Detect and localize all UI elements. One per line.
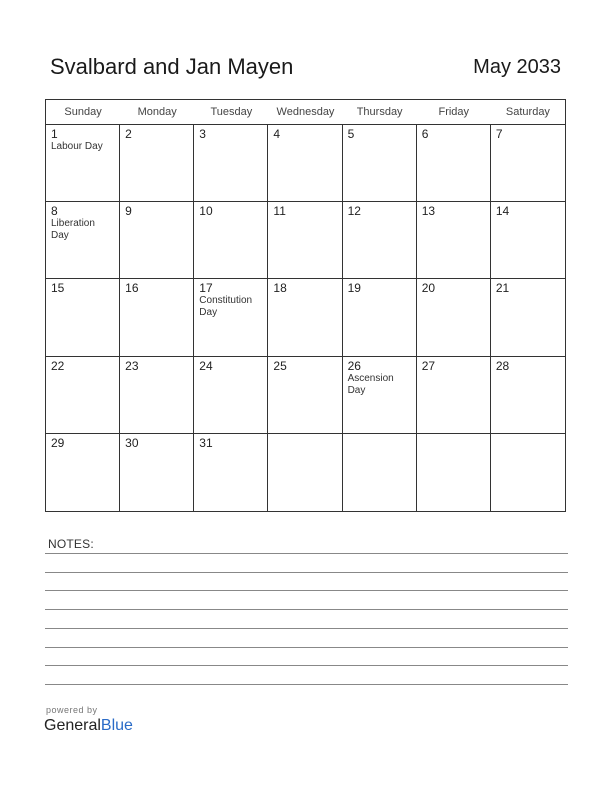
day-number: 15	[51, 281, 65, 296]
powered-by-text: powered by	[46, 705, 98, 715]
day-number: 3	[199, 127, 206, 141]
day-number: 26	[347, 358, 361, 373]
notes-line	[45, 572, 568, 573]
weekday-sunday: Sunday	[64, 106, 102, 118]
brand-general: General	[44, 717, 101, 734]
day-number: 10	[199, 204, 213, 219]
day-number: 12	[347, 204, 361, 219]
day-number: 20	[421, 281, 436, 296]
day-cell	[343, 279, 417, 356]
weekday-tuesday: Tuesday	[210, 106, 253, 118]
day-number: 27	[421, 358, 436, 373]
day-number: 4	[273, 127, 281, 141]
notes-line	[45, 684, 568, 685]
day-number: 17	[199, 281, 213, 296]
calendar-grid	[45, 99, 566, 512]
weekday-monday: Monday	[137, 106, 177, 118]
holiday-label: Ascension Day	[347, 372, 394, 396]
day-number: 19	[347, 281, 361, 296]
day-cell	[120, 357, 194, 434]
notes-label: NOTES:	[48, 537, 94, 551]
day-cell	[417, 279, 491, 356]
day-cell	[194, 279, 268, 356]
page-title: Svalbard and Jan Mayen	[50, 54, 294, 79]
day-cell	[491, 125, 565, 202]
day-cell	[194, 202, 268, 279]
day-number: 29	[51, 435, 65, 450]
day-cell	[417, 202, 491, 279]
brand-blue: Blue	[100, 717, 133, 734]
day-cell	[120, 202, 194, 279]
notes-line	[45, 590, 568, 591]
day-number: 22	[51, 358, 65, 373]
day-cell	[417, 434, 491, 511]
day-number: 8	[51, 204, 58, 219]
weekday-saturday: Saturday	[505, 106, 550, 118]
day-cell	[268, 434, 342, 511]
day-cell	[491, 279, 565, 356]
notes-line	[45, 628, 568, 629]
day-cell	[343, 434, 417, 511]
day-number: 6	[421, 127, 429, 141]
day-number: 14	[495, 204, 510, 219]
day-number: 21	[495, 281, 510, 296]
day-cell	[343, 357, 417, 434]
day-cell	[194, 357, 268, 434]
day-cell	[46, 434, 120, 511]
day-cell	[268, 125, 342, 202]
day-number: 16	[125, 281, 139, 296]
weekday-header	[46, 100, 565, 125]
day-cell	[120, 434, 194, 511]
day-number: 25	[273, 358, 287, 373]
day-cell	[491, 202, 565, 279]
notes-line	[45, 665, 568, 666]
day-number: 30	[125, 435, 139, 450]
day-number: 7	[495, 127, 503, 141]
day-cell	[120, 125, 194, 202]
day-cell	[194, 434, 268, 511]
day-number: 23	[125, 358, 139, 373]
brand-logo	[44, 717, 133, 735]
day-cell	[343, 202, 417, 279]
weekday-friday: Friday	[438, 106, 470, 118]
day-number: 9	[125, 204, 132, 219]
day-cell	[343, 125, 417, 202]
notes-line	[45, 609, 568, 610]
notes-line	[45, 553, 568, 554]
day-cell	[491, 434, 565, 511]
holiday-label: Labour Day	[51, 141, 103, 152]
days-grid	[46, 125, 565, 511]
day-number: 13	[421, 204, 436, 219]
holiday-label: Constitution Day	[199, 295, 253, 319]
day-cell	[46, 125, 120, 202]
day-cell	[194, 125, 268, 202]
day-cell	[46, 202, 120, 279]
weekday-thursday: Thursday	[356, 106, 403, 118]
month-label: May 2033	[473, 56, 561, 78]
day-cell	[46, 279, 120, 356]
day-number: 2	[125, 127, 132, 141]
day-number: 1	[51, 127, 58, 141]
notes-line	[45, 647, 568, 648]
day-cell	[268, 279, 342, 356]
day-number: 18	[273, 281, 287, 296]
day-number: 11	[273, 204, 286, 219]
holiday-label: Liberation Day	[51, 218, 95, 242]
day-cell	[46, 357, 120, 434]
day-cell	[268, 357, 342, 434]
day-cell	[120, 279, 194, 356]
day-cell	[417, 357, 491, 434]
day-cell	[417, 125, 491, 202]
day-number: 5	[347, 127, 355, 141]
day-cell	[491, 357, 565, 434]
day-cell	[268, 202, 342, 279]
day-number: 24	[199, 358, 213, 373]
weekday-wednesday: Wednesday	[276, 106, 335, 118]
day-number: 28	[495, 358, 510, 373]
day-number: 31	[199, 435, 213, 450]
